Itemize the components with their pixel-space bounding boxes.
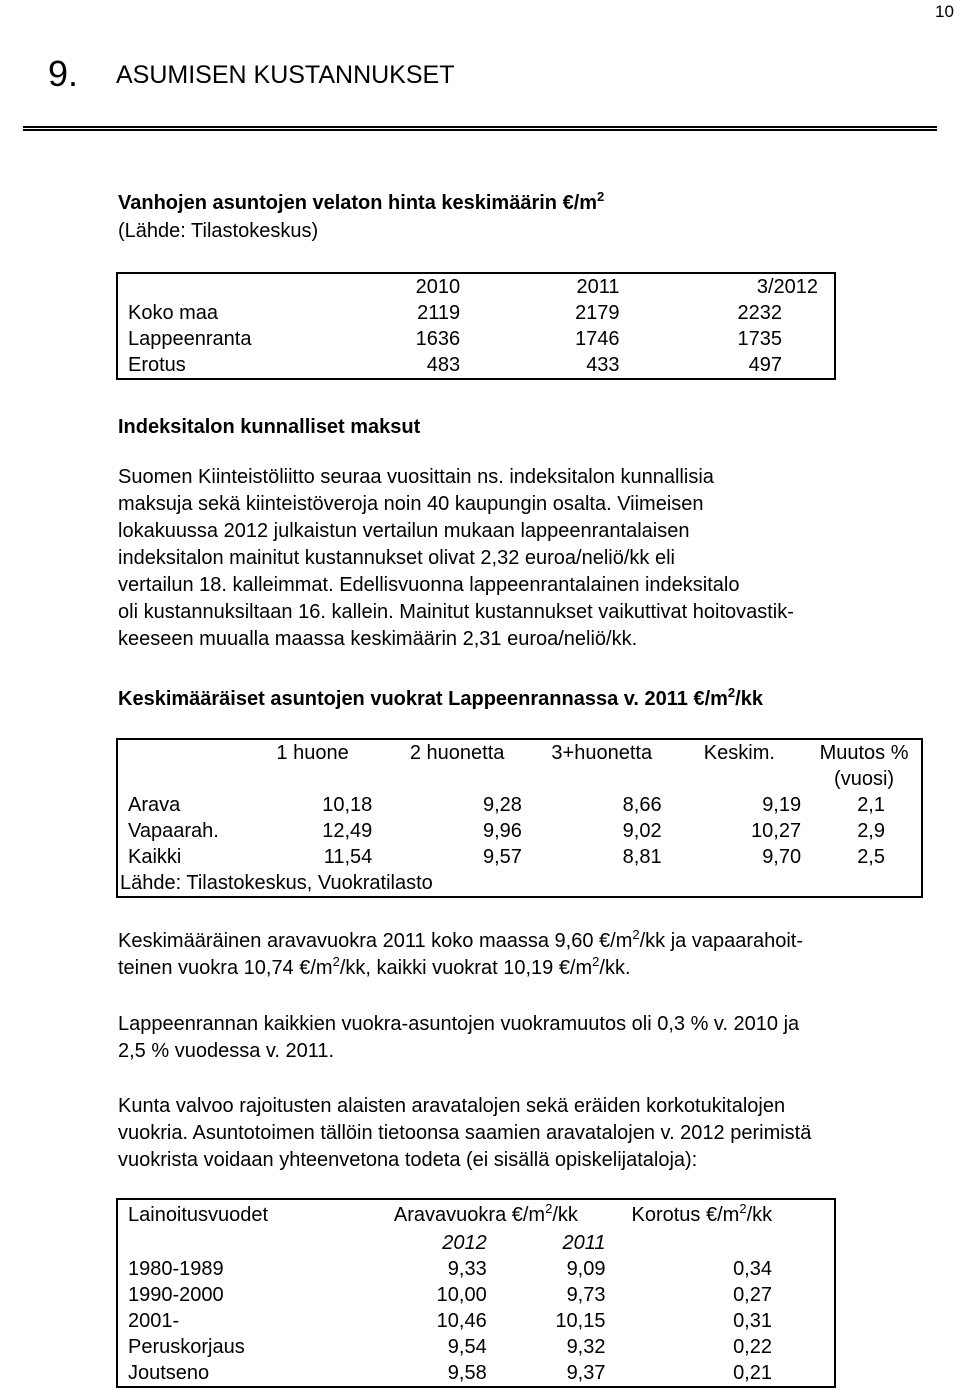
chapter-heading <box>48 52 454 97</box>
table-row: 2001- 10,46 10,15 0,31 <box>117 1308 835 1334</box>
row-label: 1980-1989 <box>128 1258 224 1280</box>
prices-title: Vanhojen asuntojen velaton hinta keskimäärin $€/m^2$ <box>118 189 605 214</box>
row-label: Lappeenranta <box>128 328 252 350</box>
loan-years-table <box>116 1198 836 1388</box>
avg-rent-paragraph: Keskimääräinen aravavuokra 2011 koko maassa 9,60 $€/m^2/kk$ ja vapaarahoit- teinen vuokra 10,74 $€/m^2/kk$, kaikki vuokrat 10,19 $€/m^2/kk$. <box>118 927 804 979</box>
table-row: 1980-1989 9,33 9,09 0,34 <box>117 1256 835 1282</box>
index-paragraph: Suomen Kiinteistöliitto seuraa vuosittain ns. indeksitalon kunnallisia maksuja sekä kiinteistöveroja noin 40 kaupungin osalta. Viimeisen lokakuussa 2012 julkaistun vertailun mukaan lappeenrantalaisen indeksitalon mainitut kustannukset olivat 2,32 euroa/neliö/kk eli vertailun 18. kalleimmat. Edellisvuonna lappeenrantalainen indeksitalo oli kustannuksiltaan 16. kallein. Mainitut kustannukset vaikuttivat hoitovastik- keeseen muualla maassa keskimäärin 2,31 euroa/neliö/kk. <box>118 466 794 650</box>
table-row: Lappeenranta 1636 1746 1735 <box>117 326 835 352</box>
table-header: 3/2012 <box>756 276 818 298</box>
table-header: 2 huonetta <box>409 742 505 764</box>
row-label: Kaikki <box>128 846 182 868</box>
rents-table <box>116 738 923 898</box>
table-row: Erotus 483 433 497 <box>117 352 835 379</box>
table-row <box>117 739 922 766</box>
table-row: 1990-2000 10,00 9,73 0,27 <box>117 1282 835 1308</box>
rent-change-paragraph: Lappeenrannan kaikkien vuokra-asuntojen vuokramuutos oli 0,3 % v. 2010 ja 2,5 % vuodessa v. 2011. <box>118 1013 800 1062</box>
row-label: Koko maa <box>128 302 219 324</box>
heading-rule <box>23 126 937 131</box>
year-header: 2011 <box>562 1232 606 1254</box>
table-row <box>117 870 922 897</box>
table-header: 1 huone <box>276 742 349 764</box>
row-label: Vapaarah. <box>128 820 219 842</box>
table-header: Aravavuokra $€/m^2/kk$ <box>393 1201 578 1226</box>
table-row <box>117 766 922 792</box>
row-label: Erotus <box>128 354 186 376</box>
table-header: 2011 <box>576 276 620 298</box>
table-row: Arava 10,18 9,28 8,66 9,19 2,1 <box>117 792 922 818</box>
table-row: Vapaarah. 12,49 9,96 9,02 10,27 2,9 <box>117 818 922 844</box>
table-header: Muutos % <box>819 742 909 764</box>
table-row <box>117 1199 835 1230</box>
row-label: Peruskorjaus <box>128 1336 245 1358</box>
rents-title: Keskimääräiset asuntojen vuokrat Lappeenrannassa v. 2011 $€/m^2/kk$ <box>118 685 763 710</box>
year-header: 2012 <box>442 1232 487 1254</box>
table-row: Peruskorjaus 9,54 9,32 0,22 <box>117 1334 835 1360</box>
row-label: Arava <box>128 794 181 816</box>
prices-source: (Lähde: Tilastokeskus) <box>118 220 319 242</box>
row-label: 2001- <box>128 1310 180 1332</box>
page-number: 10 <box>935 2 954 21</box>
chapter-title: ASUMISEN KUSTANNUKSET <box>116 61 455 89</box>
table-row: Koko maa 2119 2179 2232 <box>117 300 835 326</box>
prices-table <box>116 272 836 380</box>
chapter-number: 9. <box>48 53 79 94</box>
table-row: Joutseno 9,58 9,37 0,21 <box>117 1360 835 1387</box>
municipality-paragraph: Kunta valvoo rajoitusten alaisten aravatalojen sekä eräiden korkotukitalojen vuokria. Asuntotoimen tällöin tietoonsa saamien aravatalojen v. 2012 perimistä vuokrista voidaan yhteenvetona todeta (ei sisällä opiskelijataloja): <box>118 1095 812 1171</box>
table-row: Kaikki 11,54 9,57 8,81 9,70 2,5 <box>117 844 922 870</box>
rents-source: Lähde: Tilastokeskus, Vuokratilasto <box>120 872 433 894</box>
table-header: Lainoitusvuodet <box>128 1204 269 1226</box>
row-label: Joutseno <box>128 1362 210 1384</box>
table-header-sub: (vuosi) <box>834 768 895 790</box>
index-title: Indeksitalon kunnalliset maksut <box>118 416 421 438</box>
table-header: Keskim. <box>703 742 775 764</box>
row-label: 1990-2000 <box>128 1284 224 1306</box>
table-header: Korotus $€/m^2/kk$ <box>631 1201 773 1226</box>
table-row <box>117 273 835 300</box>
table-header: 2010 <box>415 276 461 298</box>
table-header: 3+huonetta <box>551 742 653 764</box>
table-row <box>117 1230 835 1256</box>
